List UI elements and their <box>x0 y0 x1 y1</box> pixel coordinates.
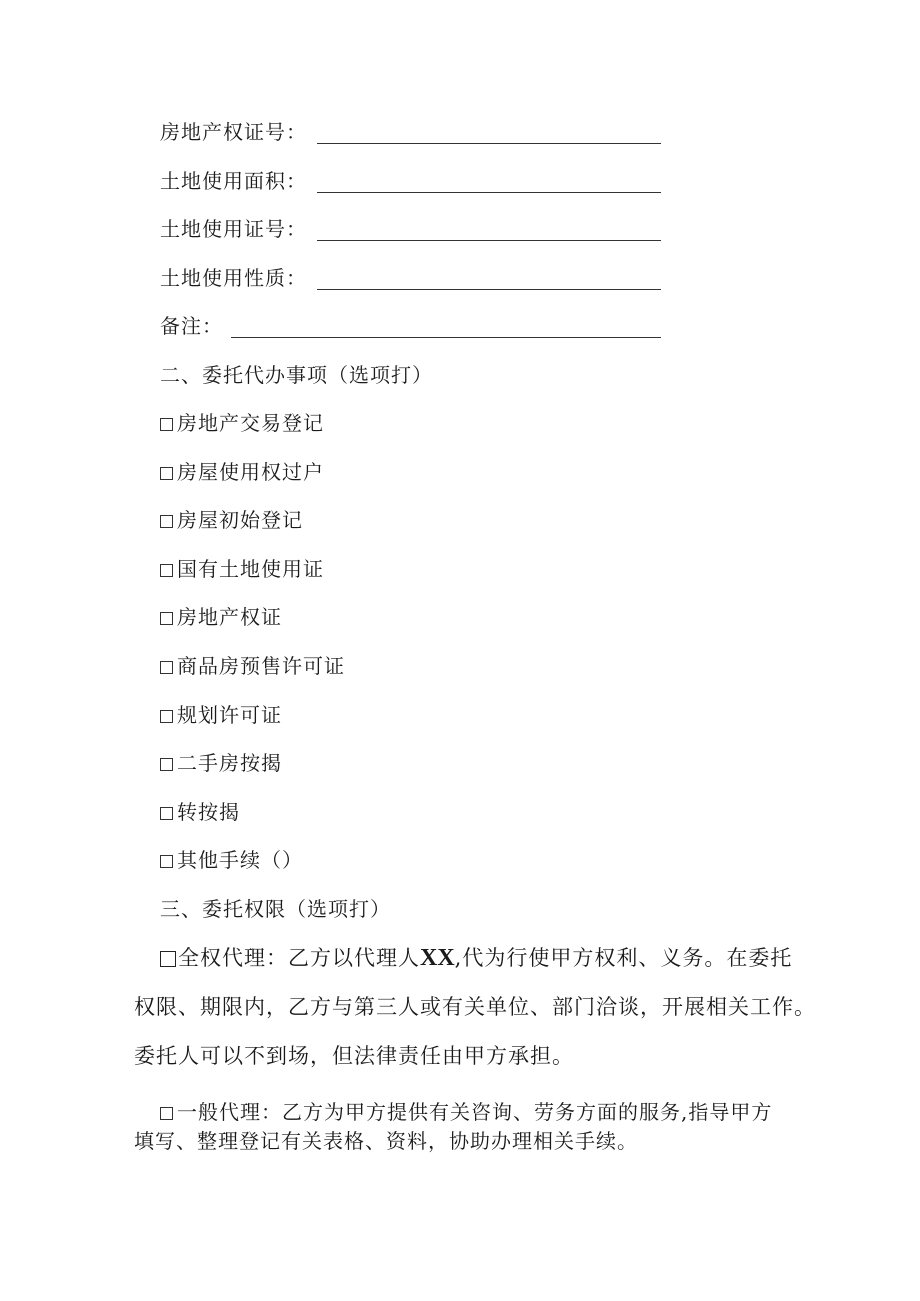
fill-blank[interactable] <box>231 325 661 338</box>
field-land-area <box>160 169 661 193</box>
field-label: 房地产权证号： <box>160 120 307 144</box>
checkbox-item[interactable] <box>160 557 324 581</box>
full-agency-text: ,代为行使甲方权利、义务。在委托 <box>454 946 793 970</box>
checkbox-icon[interactable] <box>160 418 173 431</box>
agent-name: XX <box>420 945 455 971</box>
field-label: 土地使用证号： <box>160 217 307 241</box>
item-label: 房屋初始登记 <box>177 508 303 532</box>
item-label: 房地产权证 <box>177 605 282 629</box>
general-agency-line2: 填写、整理登记有关表格、资料，协助办理相关手续。 <box>134 1129 638 1153</box>
checkbox-item[interactable] <box>160 605 282 629</box>
checkbox-item[interactable] <box>160 508 303 532</box>
full-agency-line3: 委托人可以不到场，但法律责任由甲方承担。 <box>134 1044 574 1068</box>
section2-heading: 二、委托代办事项（选项打） <box>160 363 433 387</box>
field-land-nature <box>160 266 661 290</box>
checkbox-icon[interactable] <box>160 758 173 771</box>
checkbox-icon[interactable] <box>160 612 173 625</box>
item-label: 二手房按揭 <box>177 751 282 775</box>
checkbox-icon[interactable] <box>160 951 176 967</box>
full-agency-line2: 权限、期限内，乙方与第三人或有关单位、部门洽谈，开展相关工作。 <box>134 995 816 1019</box>
item-label: 国有土地使用证 <box>177 557 324 581</box>
general-agency-text: 一般代理：乙方为甲方提供有关咨询、劳务方面的服务,指导甲方 <box>177 1100 773 1124</box>
checkbox-item[interactable] <box>160 751 282 775</box>
fill-blank[interactable] <box>317 180 661 193</box>
section3-heading: 三、委托权限（选项打） <box>160 897 391 921</box>
item-label: 其他手续（） <box>177 848 303 872</box>
item-label: 规划许可证 <box>177 703 282 727</box>
checkbox-item[interactable] <box>160 848 303 872</box>
item-label: 商品房预售许可证 <box>177 654 345 678</box>
full-agency-line1 <box>160 946 792 970</box>
field-remarks <box>160 314 661 338</box>
field-land-cert <box>160 217 661 241</box>
checkbox-item[interactable] <box>160 654 345 678</box>
general-agency-line1 <box>160 1100 772 1124</box>
item-label: 转按揭 <box>177 800 240 824</box>
fill-blank[interactable] <box>317 228 661 241</box>
checkbox-icon[interactable] <box>160 661 173 674</box>
checkbox-item[interactable] <box>160 703 282 727</box>
checkbox-icon[interactable] <box>160 467 173 480</box>
checkbox-icon[interactable] <box>160 807 173 820</box>
full-agency-label: 全权代理：乙方以代理人 <box>178 946 420 970</box>
fill-blank[interactable] <box>317 131 661 144</box>
field-label: 备注： <box>160 314 223 338</box>
field-label: 土地使用性质： <box>160 266 307 290</box>
checkbox-item[interactable] <box>160 800 240 824</box>
item-label: 房地产交易登记 <box>177 411 324 435</box>
checkbox-icon[interactable] <box>160 1107 173 1120</box>
item-label: 房屋使用权过户 <box>177 460 324 484</box>
fill-blank[interactable] <box>317 277 661 290</box>
checkbox-item[interactable] <box>160 411 324 435</box>
field-label: 土地使用面积： <box>160 169 307 193</box>
field-property-cert <box>160 120 661 144</box>
checkbox-item[interactable] <box>160 460 324 484</box>
checkbox-icon[interactable] <box>160 855 173 868</box>
checkbox-icon[interactable] <box>160 564 173 577</box>
checkbox-icon[interactable] <box>160 710 173 723</box>
checkbox-icon[interactable] <box>160 515 173 528</box>
